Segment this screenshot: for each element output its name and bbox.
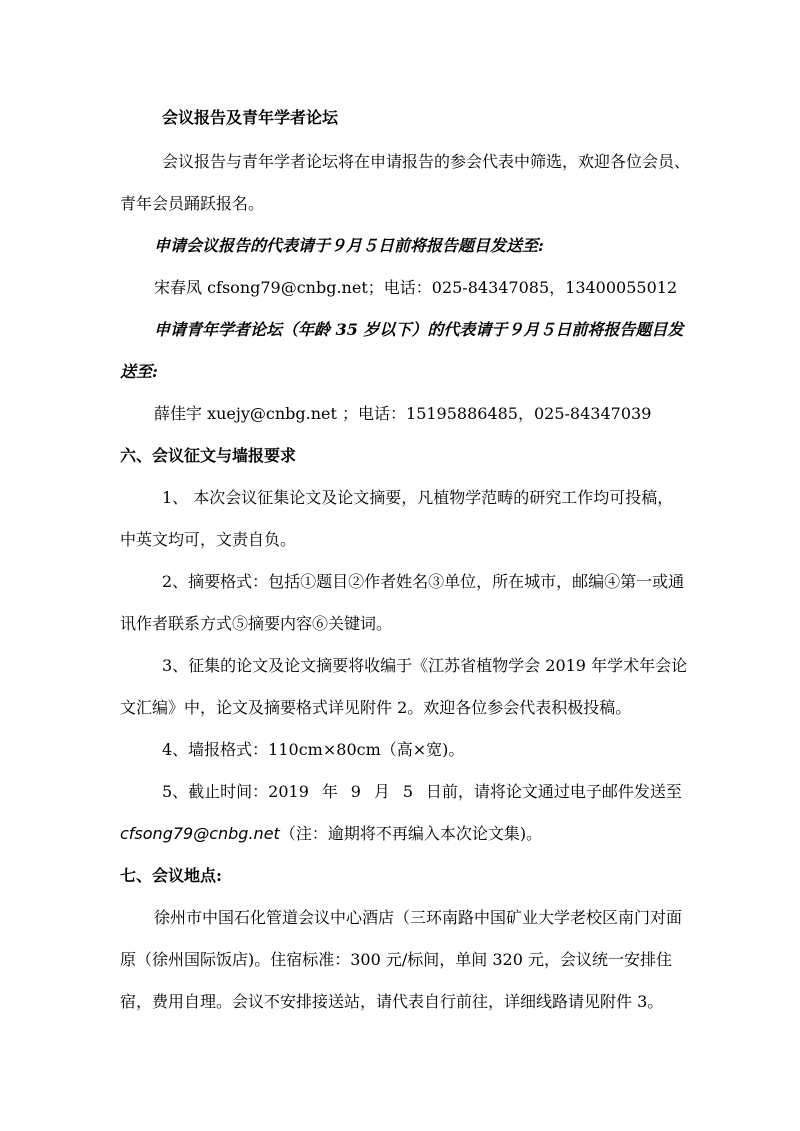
item1-line2: 中英文均可，文责自负。	[120, 530, 297, 549]
talks-intro-line2: 青年会员踊跃报名。	[120, 194, 265, 213]
report-contact: 宋春凤 cfsong79@cnbg.net；电话：025-84347085，13400055012	[154, 278, 678, 297]
item5-note: （注：逾期将不再编入本次论文集)。	[279, 824, 543, 843]
item5-word: 5、截止时间：2019	[162, 782, 309, 801]
item5-word: 5	[402, 782, 413, 801]
item5-email: cfsong79@cnbg.net	[120, 824, 280, 843]
venue-line2: 原（徐州国际饭店)。住宿标准：300 元/标间，单间 320 元，会议统一安排住	[120, 950, 672, 969]
venue-line1: 徐州市中国石化管道会议中心酒店（三环南路中国矿业大学老校区南门对面	[154, 908, 683, 927]
item5-word: 月	[373, 782, 390, 801]
item5-word: 9	[350, 782, 361, 801]
forum-contact: 薛佳宇 xuejy@cnbg.net ；电话：15195886485，025-84347039	[154, 404, 652, 423]
item4-poster-format: 4、墙报格式：110cm×80cm（高×宽)。	[162, 740, 465, 759]
item5-word: 年	[321, 782, 338, 801]
talks-intro-line1: 会议报告与青年学者论坛将在申请报告的参会代表中筛选，欢迎各位会员、	[162, 152, 691, 171]
forum-apply-instruction-line1: 申请青年学者论坛（年龄 35 岁以下）的代表请于９月５日前将报告题目发	[154, 320, 684, 339]
item3-line1: 3、征集的论文及论文摘要将收编于《江苏省植物学会 2019 年学术年会论	[162, 656, 688, 675]
item5-word: 日前，请将论文通过电子邮件发送至	[425, 782, 682, 801]
item3-line2: 文汇编》中，论文及摘要格式详见附件 2。欢迎各位参会代表积极投稿。	[120, 698, 632, 717]
item1-line1: 1、 本次会议征集论文及论文摘要，凡植物学范畴的研究工作均可投稿，	[162, 488, 674, 507]
item2-line1: 2、摘要格式：包括①题目②作者姓名③单位，所在城市，邮编④第一或通	[162, 572, 685, 591]
section-seven-heading: 七、会议地点:	[120, 866, 222, 885]
section-six-heading: 六、会议征文与墙报要求	[120, 446, 297, 465]
forum-apply-instruction-line2: 送至:	[120, 362, 158, 381]
report-apply-instruction: 申请会议报告的代表请于９月５日前将报告题目发送至:	[154, 236, 544, 255]
talks-heading: 会议报告及青年学者论坛	[162, 108, 339, 127]
item2-line2: 讯作者联系方式⑤摘要内容⑥关键词。	[120, 614, 393, 633]
item5-line1	[162, 782, 682, 802]
venue-line3: 宿，费用自理。会议不安排接送站，请代表自行前往，详细线路请见附件 3。	[120, 992, 664, 1011]
item5-line2	[120, 824, 542, 844]
